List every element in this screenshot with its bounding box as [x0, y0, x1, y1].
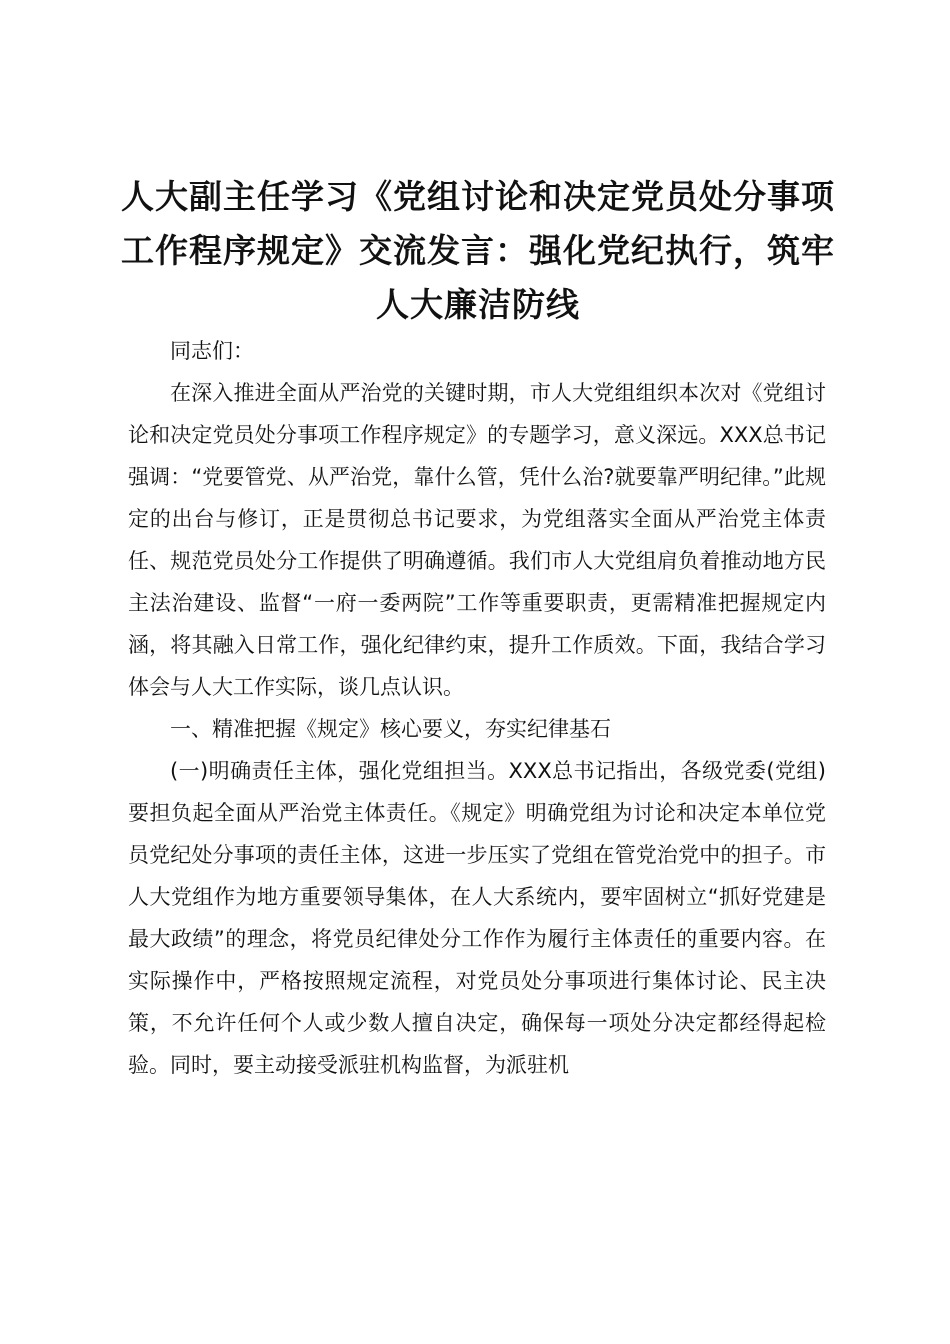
- paragraph-section-1-1: (一)明确责任主体，强化党组担当。XXX总书记指出，各级党委(党组)要担负起全面从严治党主体责任。《规定》明确党组为讨论和决定本单位党员党纪处分事项的责任主体，这进一步压实了党组在管党治党中的担子。市人大党组作为地方重要领导集体，在人大系统内，要牢固树立“抓好党建是最大政绩”的理念，将党员纪律处分工作作为履行主体责任的重要内容。在实际操作中，严格按照规定流程，对党员处分事项进行集体讨论、民主决策，不允许任何个人或少数人擅自决定，确保每一项处分决定都经得起检验。同时，要主动接受派驻机构监督，为派驻机: [128, 759, 826, 1077]
- document-title: 人大副主任学习《党组讨论和决定党员处分事项工作程序规定》交流发言：强化党纪执行，筑牢人大廉洁防线: [121, 177, 835, 324]
- section-heading: 一、精准把握《规定》核心要义，夯实纪律基石: [170, 717, 611, 741]
- paragraph-intro: 在深入推进全面从严治党的关键时期，市人大党组组织本次对《党组讨论和决定党员处分事项工作程序规定》的专题学习，意义深远。XXX总书记强调：“党要管党、从严治党，靠什么管，凭什么治?就要靠严明纪律。”此规定的出台与修订，正是贯彻总书记要求，为党组落实全面从严治党主体责任、规范党员处分工作提供了明确遵循。我们市人大党组肩负着推动地方民主法治建设、监督“一府一委两院”工作等重要职责，更需精准把握规定内涵，将其融入日常工作，强化纪律约束，提升工作质效。下面，我结合学习体会与人大工作实际，谈几点认识。: [128, 381, 826, 699]
- salutation: 同志们：: [170, 339, 254, 363]
- document-body: [128, 330, 826, 1086]
